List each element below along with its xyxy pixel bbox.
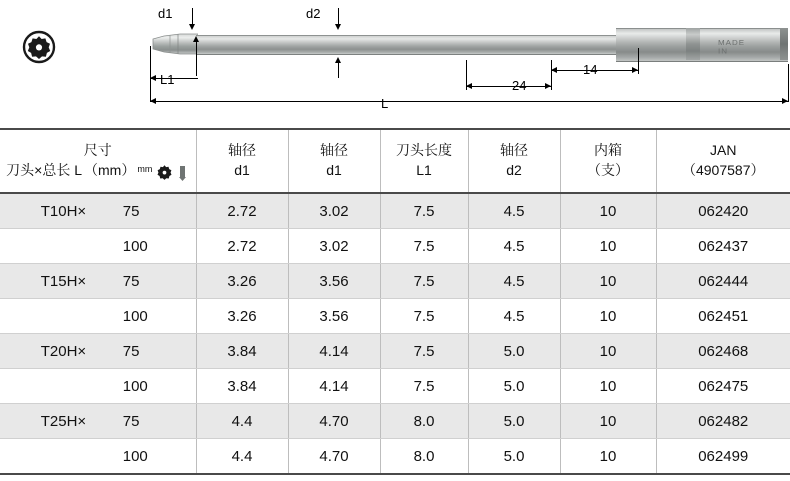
cell-size bbox=[0, 264, 196, 299]
cell-shaft-d1: 3.02 bbox=[288, 193, 380, 229]
cell-shaft-d1: 3.02 bbox=[288, 229, 380, 264]
specifications-table bbox=[0, 128, 790, 475]
cell-size-length: 100 bbox=[122, 377, 148, 395]
cell-tip-length: 7.5 bbox=[380, 369, 468, 404]
cell-size-type: T15H× bbox=[40, 272, 87, 290]
torx-star-icon bbox=[22, 30, 56, 64]
cell-inner-box: 10 bbox=[560, 404, 656, 439]
shank-imprint: MADE IN bbox=[718, 38, 746, 56]
cell-jan: 062482 bbox=[656, 404, 790, 439]
table-body bbox=[0, 193, 790, 474]
cell-tip-diameter: 3.84 bbox=[196, 334, 288, 369]
cell-shaft-d2: 4.5 bbox=[468, 193, 560, 229]
dim-arrow-d2 bbox=[335, 24, 341, 30]
table-row bbox=[0, 229, 790, 264]
table-row bbox=[0, 404, 790, 439]
col-header-tip-diameter-line2: d1 bbox=[234, 162, 250, 178]
cell-tip-diameter: 3.84 bbox=[196, 369, 288, 404]
cell-jan: 062475 bbox=[656, 369, 790, 404]
col-header-size bbox=[0, 129, 196, 193]
col-header-inner-box-line2: （支） bbox=[587, 162, 629, 178]
cell-size-type: T10H× bbox=[40, 202, 87, 220]
cell-shaft-d1: 3.56 bbox=[288, 264, 380, 299]
cell-shaft-d2: 4.5 bbox=[468, 299, 560, 334]
cell-inner-box: 10 bbox=[560, 264, 656, 299]
cell-jan: 062451 bbox=[656, 299, 790, 334]
cell-jan: 062420 bbox=[656, 193, 790, 229]
ext-line-tip-right bbox=[196, 40, 197, 76]
cell-size-length: 75 bbox=[122, 412, 140, 430]
col-header-tip-length-line1: 刀头长度 bbox=[396, 142, 452, 159]
cell-tip-length: 7.5 bbox=[380, 193, 468, 229]
bit-diagram bbox=[0, 0, 790, 128]
dim-line-24 bbox=[466, 86, 552, 87]
bit-retaining-groove bbox=[686, 28, 700, 60]
col-header-inner-box-line1: 内箱 bbox=[594, 142, 622, 159]
dim-label-L1: L1 bbox=[160, 72, 175, 87]
col-header-shaft-d1 bbox=[288, 129, 380, 193]
col-header-tip-length-line2: L1 bbox=[416, 162, 432, 178]
col-header-tip-diameter-line1: 轴径 bbox=[228, 142, 256, 159]
torx-star-mini-icon bbox=[156, 164, 173, 181]
bit-tip-shape bbox=[150, 31, 198, 57]
cell-shaft-d2: 5.0 bbox=[468, 404, 560, 439]
cell-tip-length: 7.5 bbox=[380, 229, 468, 264]
table-row bbox=[0, 264, 790, 299]
cell-inner-box: 10 bbox=[560, 229, 656, 264]
bit-shaft bbox=[196, 35, 618, 55]
cell-tip-length: 7.5 bbox=[380, 334, 468, 369]
cell-inner-box: 10 bbox=[560, 334, 656, 369]
cell-tip-diameter: 4.4 bbox=[196, 439, 288, 475]
dim-arrow-14-left bbox=[551, 67, 557, 73]
cell-tip-length: 8.0 bbox=[380, 404, 468, 439]
cell-size bbox=[0, 193, 196, 229]
cell-tip-diameter: 2.72 bbox=[196, 193, 288, 229]
table-row bbox=[0, 439, 790, 475]
cell-size bbox=[0, 299, 196, 334]
cell-tip-length: 8.0 bbox=[380, 439, 468, 475]
cell-tip-length: 7.5 bbox=[380, 264, 468, 299]
bit-shank-end bbox=[780, 28, 788, 60]
col-header-tip-diameter bbox=[196, 129, 288, 193]
cell-jan: 062437 bbox=[656, 229, 790, 264]
cell-tip-diameter: 2.72 bbox=[196, 229, 288, 264]
cell-size-length: 100 bbox=[122, 237, 148, 255]
dim-line-L bbox=[150, 101, 788, 102]
cell-shaft-d1: 3.56 bbox=[288, 299, 380, 334]
ext-line-tip-left bbox=[150, 46, 151, 92]
dim-arrow-d2-lower bbox=[335, 57, 341, 63]
col-header-shaft-d2 bbox=[468, 129, 560, 193]
cell-shaft-d1: 4.70 bbox=[288, 404, 380, 439]
col-header-shaft-d2-line1: 轴径 bbox=[500, 142, 528, 159]
cell-size bbox=[0, 404, 196, 439]
cell-size bbox=[0, 369, 196, 404]
dim-arrow-L-left bbox=[150, 98, 156, 104]
cell-shaft-d2: 5.0 bbox=[468, 439, 560, 475]
cell-size-type: T25H× bbox=[40, 412, 87, 430]
dim-arrow-L1-right bbox=[193, 36, 199, 42]
col-header-jan-line2: （4907587） bbox=[681, 162, 765, 178]
cell-shaft-d1: 4.70 bbox=[288, 439, 380, 475]
cell-size bbox=[0, 229, 196, 264]
col-header-tip-length bbox=[380, 129, 468, 193]
cell-size-length: 100 bbox=[122, 307, 148, 325]
dim-arrow-L1-left bbox=[150, 75, 156, 81]
cell-jan: 062468 bbox=[656, 334, 790, 369]
cell-size-length: 75 bbox=[122, 272, 140, 290]
cell-tip-diameter: 3.26 bbox=[196, 299, 288, 334]
col-header-size-sup: mm bbox=[137, 164, 153, 174]
cell-tip-diameter: 4.4 bbox=[196, 404, 288, 439]
col-header-size-line2: 刀头×总长 L bbox=[6, 162, 83, 178]
table-row bbox=[0, 299, 790, 334]
cell-shaft-d1: 4.14 bbox=[288, 369, 380, 404]
cell-shaft-d2: 4.5 bbox=[468, 264, 560, 299]
table-row bbox=[0, 369, 790, 404]
cell-jan: 062499 bbox=[656, 439, 790, 475]
dim-arrow-24-right bbox=[545, 83, 551, 89]
dim-arrow-d1 bbox=[189, 24, 195, 30]
table-row bbox=[0, 193, 790, 229]
col-header-size-line1: 尺寸 bbox=[83, 142, 112, 159]
cell-size-length: 100 bbox=[122, 447, 148, 465]
dim-label-d2: d2 bbox=[306, 6, 321, 21]
cell-shaft-d1: 4.14 bbox=[288, 334, 380, 369]
cell-size-length: 75 bbox=[122, 342, 140, 360]
col-header-size-unit: （mm） bbox=[84, 162, 136, 178]
cell-shaft-d2: 5.0 bbox=[468, 334, 560, 369]
cell-inner-box: 10 bbox=[560, 193, 656, 229]
dim-arrow-24-left bbox=[466, 83, 472, 89]
cell-inner-box: 10 bbox=[560, 439, 656, 475]
dim-arrow-14-right bbox=[632, 67, 638, 73]
dim-label-L: L bbox=[381, 96, 389, 111]
cell-tip-diameter: 3.26 bbox=[196, 264, 288, 299]
cell-size bbox=[0, 334, 196, 369]
cell-shaft-d2: 5.0 bbox=[468, 369, 560, 404]
col-header-shaft-d1-line2: d1 bbox=[326, 162, 342, 178]
cell-inner-box: 10 bbox=[560, 299, 656, 334]
cell-jan: 062444 bbox=[656, 264, 790, 299]
col-header-inner-box bbox=[560, 129, 656, 193]
bit-mini-icon bbox=[176, 166, 189, 181]
cell-size-length: 75 bbox=[122, 202, 140, 220]
ext-line-L-right bbox=[788, 64, 789, 102]
bit-hex-shank bbox=[616, 28, 788, 62]
dim-label-d1: d1 bbox=[158, 6, 173, 21]
table-row bbox=[0, 334, 790, 369]
dim-label-24: 24 bbox=[512, 78, 527, 93]
cell-shaft-d2: 4.5 bbox=[468, 229, 560, 264]
col-header-jan-line1: JAN bbox=[710, 142, 737, 159]
cell-size bbox=[0, 439, 196, 475]
cell-size-type: T20H× bbox=[40, 342, 87, 360]
col-header-shaft-d2-line2: d2 bbox=[506, 162, 522, 178]
col-header-jan bbox=[656, 129, 790, 193]
table-header-row bbox=[0, 129, 790, 193]
col-header-shaft-d1-line1: 轴径 bbox=[320, 142, 348, 159]
dim-arrow-L-right bbox=[782, 98, 788, 104]
dim-leader-d2-lower bbox=[338, 62, 339, 78]
cell-inner-box: 10 bbox=[560, 369, 656, 404]
dim-label-14: 14 bbox=[583, 62, 598, 77]
cell-tip-length: 7.5 bbox=[380, 299, 468, 334]
